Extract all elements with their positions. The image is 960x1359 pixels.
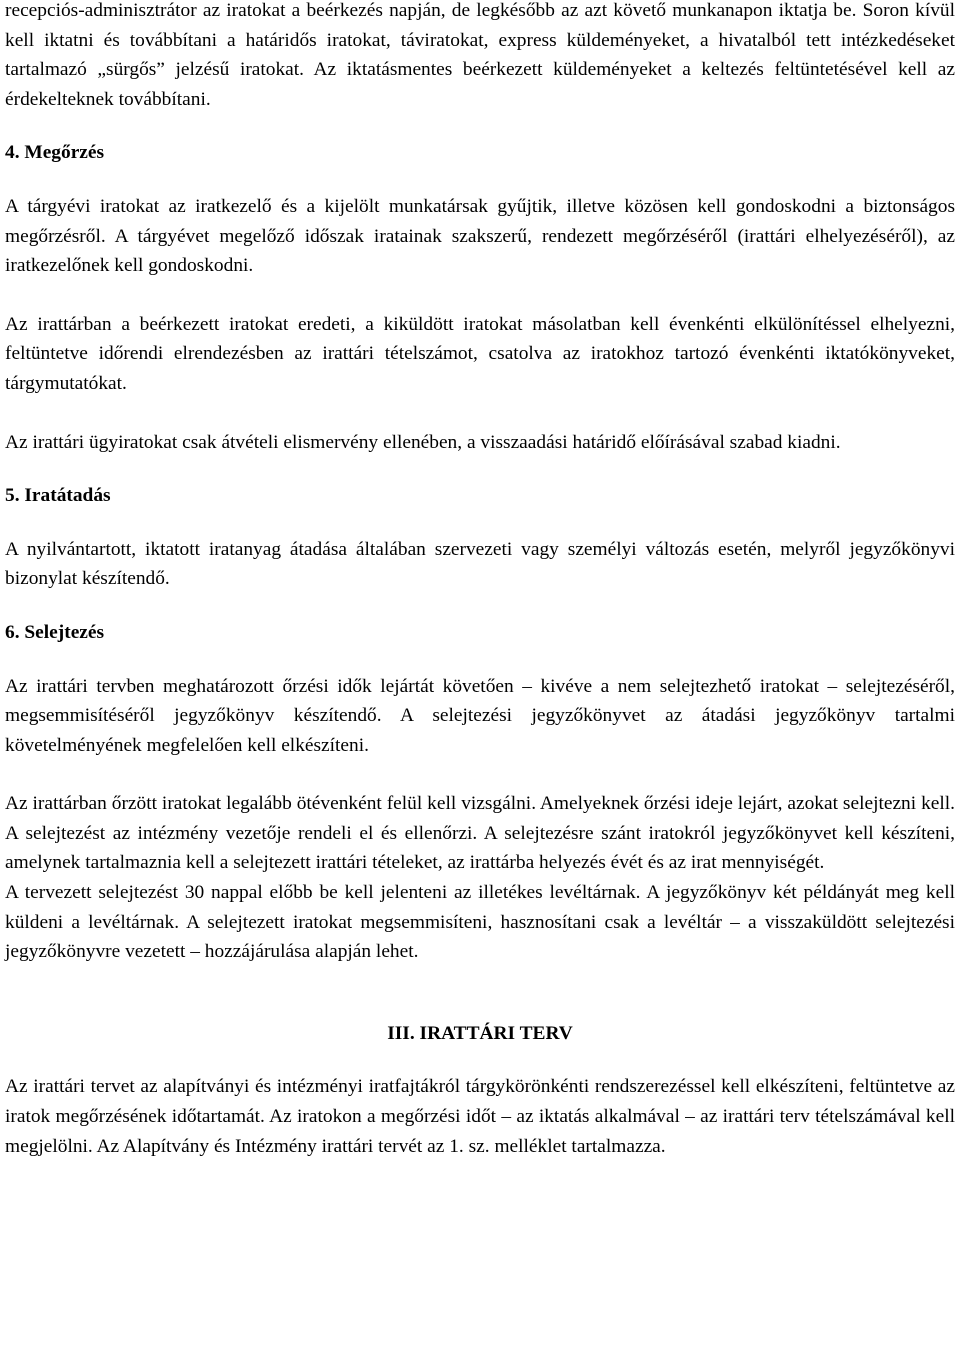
spacer xyxy=(5,760,955,789)
intro-paragraph: recepciós-adminisztrátor az iratokat a beérkezés napján, de legkésőbb az azt követő munkanapon iktatja be. Soron kívül kell iktatni és továbbítani a határidős iratokat, táviratokat, express küldeményeket, a hivatalból tett intézkedéseket tartalmazó „sürgős” jelzésű iratokat. Az iktatásmentes beérkezett küldeményeket a keltezés feltüntetésével kell az érdekelteknek továbbítani. xyxy=(5,0,955,110)
spacer xyxy=(5,399,955,428)
spacer xyxy=(5,594,955,618)
section-5-heading: 5. Iratátadás xyxy=(5,485,111,507)
spacer xyxy=(5,168,955,192)
document-page xyxy=(5,0,955,1161)
section-iii-heading: III. IRATTÁRI TERV xyxy=(387,1022,573,1044)
spacer xyxy=(5,648,955,672)
section-iii-paragraph-1: Az irattári tervet az alapítványi és intézményi iratfajtákról tárgykörönkénti rendszerezéssel kell elkészíteni, feltüntetve az iratok megőrzésének időtartamát. Az iratokon a megőrzési időt – az iktatás alkalmával – az irattári terv tételszámával kell megjelölni. Az Alapítvány és Intézmény irattári tervét az 1. sz. melléklet tartalmazza. xyxy=(5,1076,955,1157)
section-6-paragraph-2: Az irattárban őrzött iratokat legalább ötévenként felül kell vizsgálni. Amelyeknek őrzési ideje lejárt, azokat selejtezni kell. A selejtezést az intézmény vezetője rendeli el és ellenőrzi. A selejtezésre szánt iratokról jegyzőkönyvet kell készíteni, amelynek tartalmaznia kell a selejtezett irattári tételeket, az irattárba helyezés évét és az irat mennyiségét. xyxy=(5,793,955,874)
spacer xyxy=(5,281,955,310)
section-4-heading: 4. Megőrzés xyxy=(5,142,105,164)
section-5-paragraph-1: A nyilvántartott, iktatott iratanyag átadása általában szervezeti vagy személyi változás esetén, melyről jegyzőkönyvi bizonylat készítendő. xyxy=(5,538,955,590)
spacer xyxy=(5,457,955,481)
spacer xyxy=(5,1048,955,1072)
section-4-paragraph-1: A tárgyévi iratokat az iratkezelő és a kijelölt munkatársak gyűjtik, illetve közösen kell gondoskodni a biztonságos megőrzésről. A tárgyévet megelőző időszak iratainak szakszerű, rendezett megőrzéséről (irattári elhelyezéséről), az iratkezelőnek kell gondoskodni. xyxy=(5,195,955,277)
section-6-paragraph-3: A tervezett selejtezést 30 nappal előbb be kell jelenteni az illetékes levéltárnak. A jegyzőkönyv két példányát meg kell küldeni a levéltárnak. A selejtezett iratokat megsemmisíteni, hasznosítani csak a levéltár – a visszaküldött selejtezési jegyzőkönyvre vezetett – hozzájárulása alapján lehet. xyxy=(5,882,955,963)
section-6-heading: 6. Selejtezés xyxy=(5,621,105,643)
spacer xyxy=(5,114,955,138)
section-4-paragraph-2: Az irattárban a beérkezett iratokat eredeti, a kiküldött iratokat másolatban kell évenkénti elkülönítéssel elhelyezni, feltüntetve időrendi elrendezésben az irattári tételszámot, csatolva az iratokhoz tartozó évenkénti iktatókönyveket, tárgymutatókat. xyxy=(5,313,955,394)
section-6-paragraph-1: Az irattári tervben meghatározott őrzési idők lejártát követően – kivéve a nem selejtezhető iratokat – selejtezéséről, megsemmisítéséről jegyzőkönyv készítendő. A selejtezési jegyzőkönyvet az átadási jegyzőkönyv tartalmi követelményének megfelelően kell elkészíteni. xyxy=(5,675,955,756)
spacer xyxy=(5,967,955,1019)
spacer xyxy=(5,511,955,535)
section-4-paragraph-3: Az irattári ügyiratokat csak átvételi elismervény ellenében, a visszaadási határidő előírásával szabad kiadni. xyxy=(5,431,841,453)
